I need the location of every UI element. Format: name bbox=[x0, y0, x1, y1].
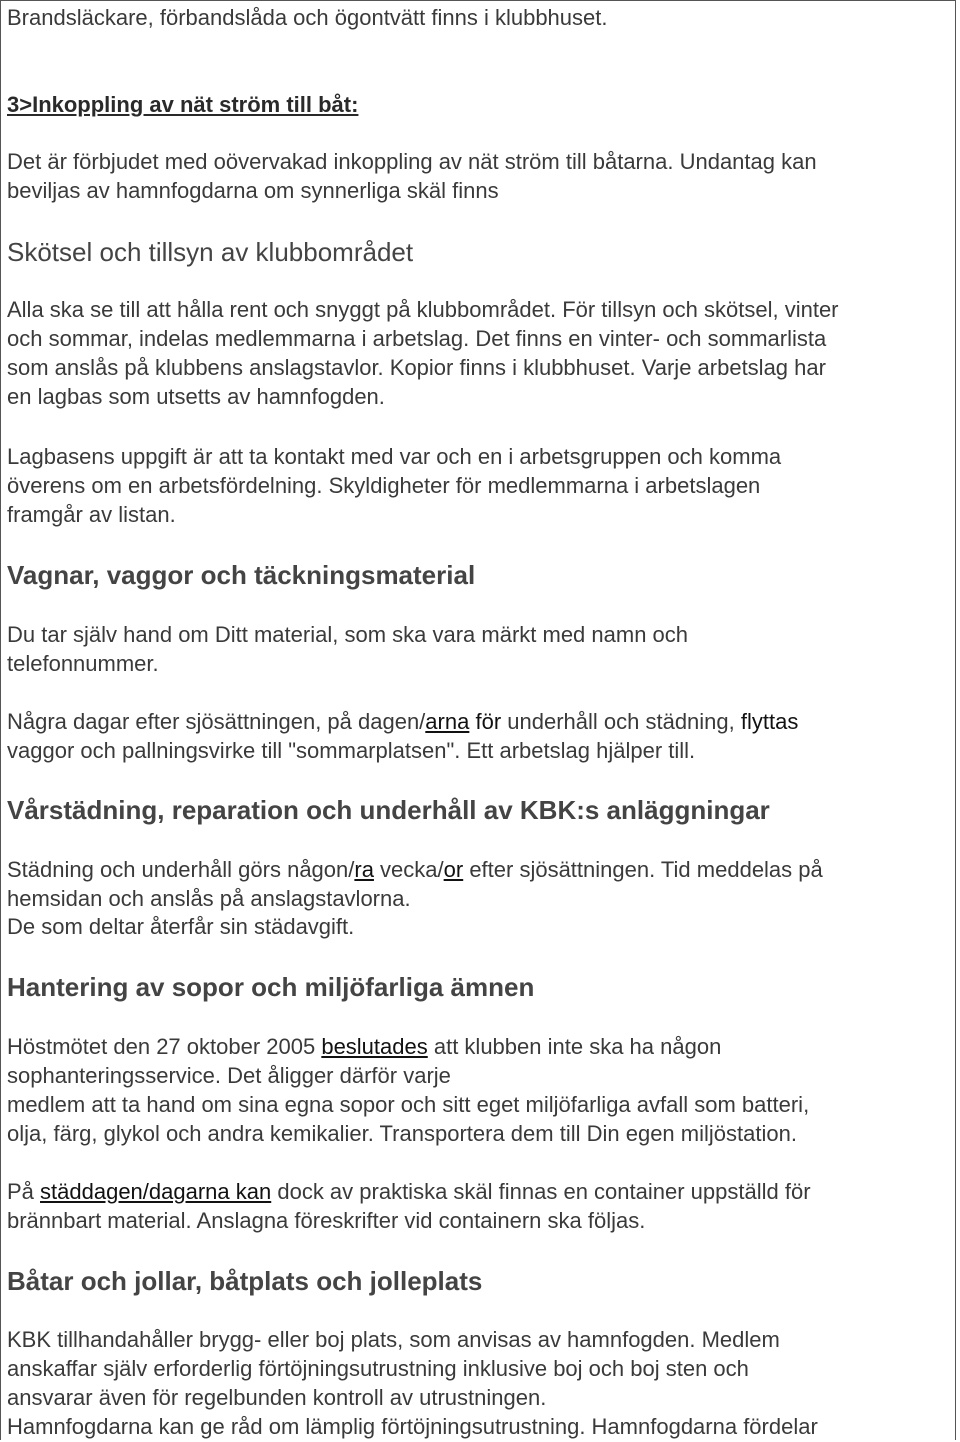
paragraph-cradles-line-2: vaggor och pallningsvirke till "sommarplatsen". Ett arbetslag hjälper till. bbox=[7, 738, 696, 763]
paragraph-waste-line-4: olja, färg, glykol och andra kemikalier. Transportera dem till Din egen miljöstation. bbox=[7, 1121, 797, 1146]
paragraph-safety-equipment: Brandsläckare, förbandslåda och ögontvätt finns i klubbhuset. bbox=[7, 5, 608, 30]
text-span: På bbox=[7, 1179, 41, 1204]
underlined-text: arna bbox=[425, 709, 470, 734]
paragraph-care-line-2: och sommar, indelas medlemmarna i arbetslag. Det finns en vinter- och sommarlista bbox=[7, 326, 827, 351]
heading-waste-handling: Hantering av sopor och miljöfarliga ämnen bbox=[7, 972, 535, 1002]
paragraph-waste-line-2: sophanteringsservice. Det åligger därför varje bbox=[7, 1063, 451, 1088]
heading-boats-berths: Båtar och jollar, båtplats och jolleplats bbox=[7, 1266, 483, 1296]
paragraph-team-leader-line-2: överens om en arbetsfördelning. Skyldigheter för medlemmarna i arbetslagen bbox=[7, 473, 761, 498]
text-span: underhåll och städning, bbox=[501, 709, 741, 734]
underlined-text: ra bbox=[354, 857, 374, 882]
text-span: Höstmötet den 27 oktober 2005 bbox=[7, 1034, 322, 1059]
text-span: efter sjösättningen. Tid meddelas på bbox=[463, 857, 823, 882]
heading-club-area-care: Skötsel och tillsyn av klubbområdet bbox=[7, 237, 414, 267]
paragraph-cleaning-line-1 bbox=[7, 856, 823, 884]
paragraph-waste-line-3: medlem att ta hand om sina egna sopor och sitt eget miljöfarliga avfall som batteri, bbox=[7, 1092, 810, 1117]
paragraph-material-line-1: Du tar själv hand om Ditt material, som ska vara märkt med namn och bbox=[7, 622, 689, 647]
text-span: Några dagar efter sjösättningen, på dagen/ bbox=[7, 709, 426, 734]
paragraph-power-line-1: Det är förbjudet med oövervakad inkoppling av nät ström till båtarna. Undantag kan bbox=[7, 149, 817, 174]
paragraph-care-line-4: en lagbas som utsetts av hamnfogden. bbox=[7, 384, 385, 409]
heading-trailers-cradles: Vagnar, vaggor och täckningsmaterial bbox=[7, 560, 476, 590]
paragraph-waste-line-1 bbox=[7, 1033, 721, 1061]
heading-spring-cleaning: Vårstädning, reparation och underhåll av KBK:s anläggningar bbox=[7, 795, 770, 825]
underlined-text: städdagen/dagarna kan bbox=[40, 1179, 272, 1204]
paragraph-berths-line-3: ansvarar även för regelbunden kontroll av utrustningen. bbox=[7, 1385, 547, 1410]
underlined-text: beslutades bbox=[321, 1034, 428, 1059]
paragraph-team-leader-line-1: Lagbasens uppgift är att ta kontakt med var och en i arbetsgruppen och komma bbox=[7, 444, 782, 469]
text-span: att klubben inte ska ha någon bbox=[427, 1034, 722, 1059]
underlined-text: or bbox=[443, 857, 464, 882]
paragraph-cleaning-line-2: hemsidan och anslås på anslagstavlorna. bbox=[7, 886, 411, 911]
text-span: Städning och underhåll görs någon/ bbox=[7, 857, 355, 882]
paragraph-container-line-1 bbox=[7, 1178, 811, 1206]
text-span: för bbox=[475, 709, 502, 734]
text-span: flyttas bbox=[740, 709, 799, 734]
paragraph-berths-line-1: KBK tillhandahåller brygg- eller boj plats, som anvisas av hamnfogden. Medlem bbox=[7, 1327, 780, 1352]
paragraph-care-line-1: Alla ska se till att hålla rent och snyggt på klubbområdet. För tillsyn och skötsel, vinter bbox=[7, 297, 839, 322]
section-heading-power-connection: 3>Inkoppling av nät ström till båt: bbox=[7, 92, 359, 117]
text-span: vecka/ bbox=[373, 857, 444, 882]
paragraph-berths-line-2: anskaffar själv erforderlig förtöjningsutrustning inklusive boj och boj sten och bbox=[7, 1356, 749, 1381]
paragraph-power-line-2: beviljas av hamnfogdarna om synnerliga skäl finns bbox=[7, 178, 499, 203]
paragraph-container-line-2: brännbart material. Anslagna föreskrifter vid containern ska följas. bbox=[7, 1208, 646, 1233]
paragraph-cradles-line-1 bbox=[7, 708, 798, 736]
paragraph-berths-line-4: Hamnfogdarna kan ge råd om lämplig förtöjningsutrustning. Hamnfogdarna fördelar bbox=[7, 1414, 818, 1439]
paragraph-material-line-2: telefonnummer. bbox=[7, 651, 159, 676]
paragraph-care-line-3: som anslås på klubbens anslagstavlor. Kopior finns i klubbhuset. Varje arbetslag har bbox=[7, 355, 826, 380]
paragraph-team-leader-line-3: framgår av listan. bbox=[7, 502, 176, 527]
text-span: dock av praktiska skäl finnas en container uppställd för bbox=[271, 1179, 811, 1204]
paragraph-cleaning-line-3: De som deltar återfår sin städavgift. bbox=[7, 914, 355, 939]
